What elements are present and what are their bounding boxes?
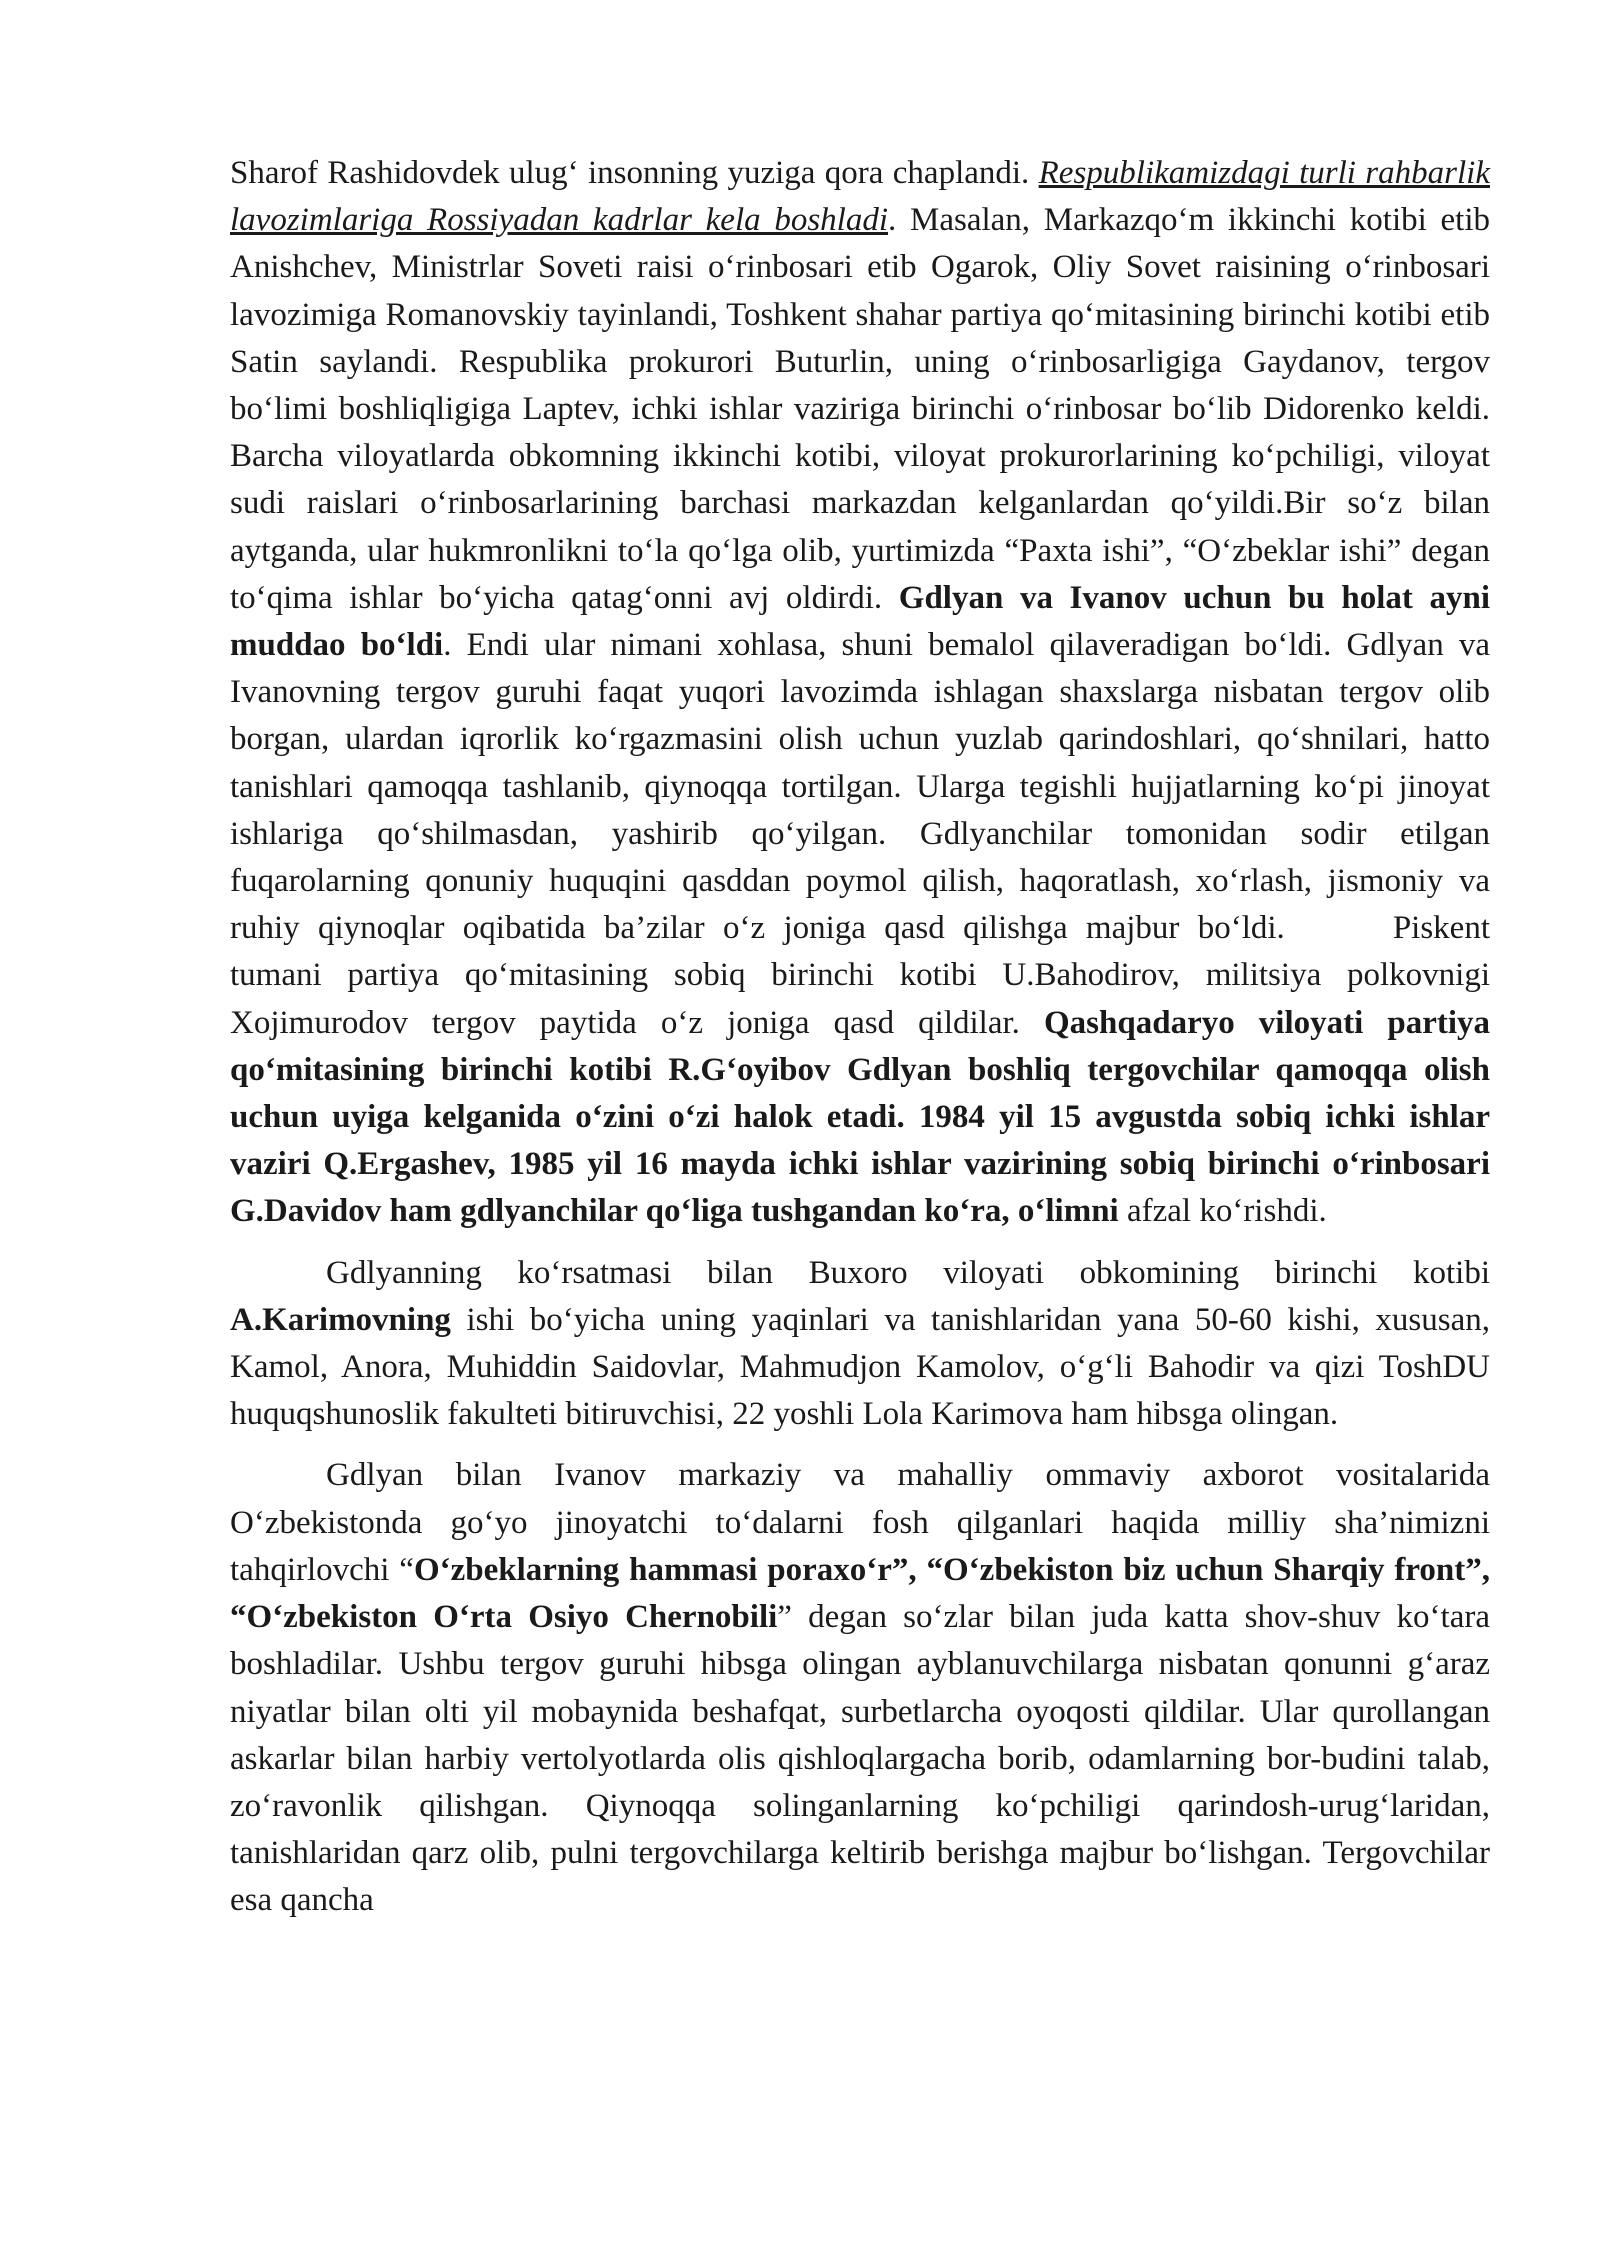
paragraph-3: [230, 1452, 1490, 1924]
text-run: afzal ko‘rishdi.: [1118, 1193, 1327, 1230]
bold-phrase: Gdlyan va Ivanov uchun bu holat ayni muddao bo‘ldi: [230, 579, 1490, 664]
text-run: Gdlyan bilan Ivanov markaziy va mahalliy ommaviy axborot vositalarida O‘zbekistonda go‘yo jinoyatchi to‘dalarni fosh qilganlari haqida milliy sha’nimizni tahqirlovchi “: [230, 1457, 1490, 1588]
text-run: ” degan so‘zlar bilan juda katta shov-shuv ko‘tara boshladilar. Ushbu tergov guruhi hibsga olingan ayblanuvchilarga nisbatan qonunni g‘araz niyatlar bilan olti yil mobaynida beshafqat, surbetlarcha oyoqosti qildilar. Ular qurollangan askarlar bilan harbiy vertolyotlarda olis qishloqlargacha borib, odamlarning bor-budini talab, zo‘ravonlik qilishgan. Qiynoqqa solinganlarning ko‘pchiligi qarindosh-urug‘laridan, tanishlaridan qarz olib, pulni tergovchilarga keltirib berishga majbur bo‘lishgan. Tergovchilar esa qancha: [230, 1599, 1490, 1919]
text-run: ishi bo‘yicha uning yaqinlari va tanishlaridan yana 50-60 kishi, xususan, Kamol, Anora, Muhiddin Saidovlar, Mahmudjon Kamolov, o‘g‘li Bahodir va qizi ToshDU huquqshunoslik fakulteti bitiruvchisi, 22 yoshli Lola Karimova ham hibsga olingan.: [230, 1301, 1490, 1433]
text-run: . Masalan, Markazqo‘m ikkinchi kotibi etib Anishchev, Ministrlar Soveti raisi o‘rinbosari etib Ogarok, Oliy Sovet raisining o‘rinbosari lavozimiga Romanovskiy tayinlandi, Toshkent shahar partiya qo‘mitasining birinchi kotibi etib Satin saylandi. Respublika prokurori Buturlin, uning o‘rinbosarligiga Gaydanov, tergov bo‘limi boshliqligiga Laptev, ichki ishlar vaziriga birinchi o‘rinbosar bo‘lib Didorenko keldi. Barcha viloyatlarda obkomning ikkinchi kotibi, viloyat prokurorlarining ko‘pchiligi, viloyat sudi raislari o‘rinbosarlarining barchasi markazdan kelganlardan qo‘yildi.Bir so‘z bilan aytganda, ular hukmronlikni to‘la qo‘lga olib, yurtimizda “Paxta ishi”, “O‘zbeklar ishi” degan to‘qima ishlar bo‘yicha qatag‘onni avj oldirdi.: [230, 202, 1490, 616]
bold-phrase: A.Karimovning: [230, 1301, 451, 1338]
paragraph-2: [230, 1250, 1490, 1439]
bold-phrase: Qashqadaryo viloyati partiya qo‘mitasining birinchi kotibi R.G‘oyibov Gdlyan boshliq tergovchilar qamoqqa olish uchun uyiga kelganida o‘zini o‘zi halok etadi. 1984 yil 15 avgustda sobiq ichki ishlar vaziri Q.Ergashev, 1985 yil 16 mayda ichki ishlar vazirining sobiq birinchi o‘rinbosari G.Davidov ham gdlyanchilar qo‘liga tushgandan ko‘ra, o‘limni: [230, 1004, 1491, 1230]
text-run: Sharof Rashidovdek ulug‘ insonning yuziga qora chaplandi.: [230, 155, 1039, 191]
paragraph-1: [230, 150, 1490, 1236]
document-page: [230, 150, 1490, 1925]
text-run: . Endi ular nimani xohlasa, shuni bemalol qilaveradigan bo‘ldi. Gdlyan va Ivanovning tergov guruhi faqat yuqori lavozimda ishlagan shaxslarga nisbatan tergov olib borgan, ulardan iqrorlik ko‘rgazmasini olish uchun yuzlab qarindoshlari, qo‘shnilari, hatto tanishlari qamoqqa tashlanib, qiynoqqa tortilgan. Ularga tegishli hujjatlarning ko‘pi jinoyat ishlariga qo‘shilmasdan, yashirib qo‘yilgan. Gdlyanchilar tomonidan sodir etilgan fuqarolarning qonuniy huquqini qasddan poymol qilish, haqoratlash, xo‘rlash, jismoniy va ruhiy qiynoqlar oqibatida ba’zilar o‘z joniga qasd qilishga majbur bo‘ldi.: [230, 627, 1490, 947]
italic-underlined-phrase: Respublikamizdagi turli rahbarlik lavozimlariga Rossiyadan kadrlar kela boshladi: [230, 155, 1490, 239]
text-run: Piskent tumani partiya qo‘mitasining sobiq birinchi kotibi U.Bahodirov, militsiya polkovnigi Xojimurodov tergov paytida o‘z joniga qasd qildilar.: [230, 910, 1490, 1041]
bold-phrase: O‘zbeklarning hammasi poraxo‘r”, “O‘zbekiston biz uchun Sharqiy front”, “O‘zbekiston O‘rta Osiyo Chernobili: [230, 1551, 1490, 1636]
text-run: Gdlyanning ko‘rsatmasi bilan Buxoro viloyati obkomining birinchi kotibi: [326, 1254, 1490, 1291]
